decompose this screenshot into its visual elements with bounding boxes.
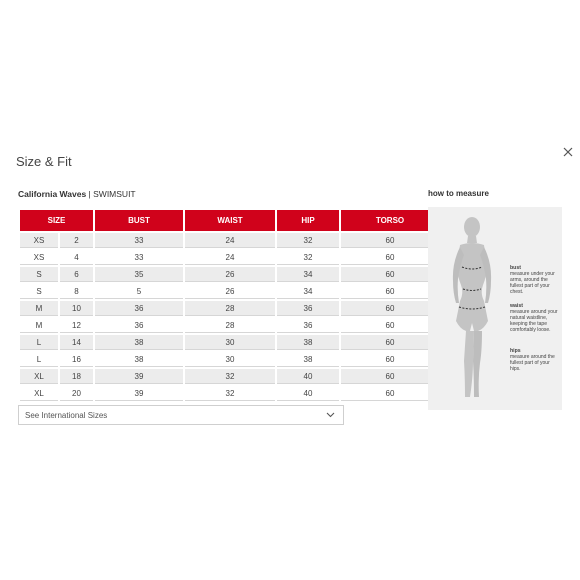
cell-bust: 35	[95, 267, 183, 282]
cell-bust: 33	[95, 250, 183, 265]
cell-size-number: 18	[60, 369, 93, 384]
cell-hip: 32	[277, 250, 339, 265]
cell-bust: 39	[95, 386, 183, 401]
table-row	[20, 301, 439, 316]
cell-torso: 60	[341, 250, 439, 265]
product-subtitle	[18, 189, 136, 199]
chevron-down-icon	[326, 411, 335, 419]
cell-size-letter: M	[20, 318, 58, 333]
cell-waist: 26	[185, 284, 275, 299]
cell-torso: 60	[341, 318, 439, 333]
header-waist: WAIST	[185, 210, 275, 231]
how-to-measure-panel	[428, 207, 562, 410]
table-row	[20, 250, 439, 265]
table-row	[20, 267, 439, 282]
cell-waist: 30	[185, 352, 275, 367]
subtitle-separator: |	[86, 189, 94, 199]
waist-title: waist	[510, 303, 523, 309]
cell-hip: 34	[277, 267, 339, 282]
cell-size-letter: XS	[20, 250, 58, 265]
header-hip: HIP	[277, 210, 339, 231]
international-sizes-label: See International Sizes	[25, 411, 108, 420]
cell-hip: 40	[277, 369, 339, 384]
cell-size-letter: S	[20, 284, 58, 299]
bust-instructions	[510, 265, 560, 295]
cell-size-number: 16	[60, 352, 93, 367]
hips-description: measure around the fullest part of your hips.	[510, 354, 555, 372]
cell-size-number: 20	[60, 386, 93, 401]
cell-bust: 36	[95, 318, 183, 333]
hips-title: hips	[510, 348, 521, 354]
cell-size-number: 12	[60, 318, 93, 333]
cell-waist: 28	[185, 301, 275, 316]
cell-waist: 30	[185, 335, 275, 350]
cell-hip: 36	[277, 301, 339, 316]
cell-hip: 38	[277, 335, 339, 350]
cell-size-number: 14	[60, 335, 93, 350]
cell-torso: 60	[341, 301, 439, 316]
cell-bust: 33	[95, 233, 183, 248]
cell-torso: 60	[341, 233, 439, 248]
hips-instructions	[510, 348, 560, 372]
cell-waist: 32	[185, 369, 275, 384]
table-row	[20, 386, 439, 401]
size-chart-table	[18, 208, 441, 403]
table-row	[20, 369, 439, 384]
cell-size-letter: M	[20, 301, 58, 316]
cell-size-letter: S	[20, 267, 58, 282]
cell-bust: 38	[95, 335, 183, 350]
cell-hip: 36	[277, 318, 339, 333]
cell-waist: 26	[185, 267, 275, 282]
table-row	[20, 233, 439, 248]
header-torso: TORSO	[341, 210, 439, 231]
header-size: SIZE	[20, 210, 93, 231]
close-icon[interactable]	[561, 145, 575, 159]
cell-torso: 60	[341, 284, 439, 299]
cell-size-letter: XL	[20, 386, 58, 401]
bust-title: bust	[510, 265, 521, 271]
bust-description: measure under your arms, around the fullest part of your chest.	[510, 271, 555, 295]
cell-size-number: 10	[60, 301, 93, 316]
cell-torso: 60	[341, 352, 439, 367]
table-header-row	[20, 210, 439, 231]
cell-hip: 38	[277, 352, 339, 367]
cell-size-number: 4	[60, 250, 93, 265]
cell-waist: 24	[185, 250, 275, 265]
cell-size-number: 6	[60, 267, 93, 282]
dialog-title: Size & Fit	[16, 154, 72, 169]
cell-waist: 28	[185, 318, 275, 333]
international-sizes-dropdown[interactable]	[18, 405, 344, 425]
cell-size-letter: XS	[20, 233, 58, 248]
cell-torso: 60	[341, 335, 439, 350]
waist-instructions	[510, 303, 560, 333]
cell-torso: 60	[341, 386, 439, 401]
cell-bust: 36	[95, 301, 183, 316]
cell-torso: 60	[341, 267, 439, 282]
cell-size-letter: L	[20, 352, 58, 367]
table-row	[20, 352, 439, 367]
cell-size-number: 2	[60, 233, 93, 248]
cell-size-letter: XL	[20, 369, 58, 384]
cell-bust: 39	[95, 369, 183, 384]
cell-waist: 24	[185, 233, 275, 248]
cell-hip: 34	[277, 284, 339, 299]
cell-size-number: 8	[60, 284, 93, 299]
cell-torso: 60	[341, 369, 439, 384]
cell-hip: 32	[277, 233, 339, 248]
cell-hip: 40	[277, 386, 339, 401]
header-bust: BUST	[95, 210, 183, 231]
cell-waist: 32	[185, 386, 275, 401]
table-row	[20, 335, 439, 350]
body-figure-icon	[438, 211, 508, 407]
brand-name: California Waves	[18, 189, 87, 199]
product-category: SWIMSUIT	[93, 189, 136, 199]
cell-bust: 38	[95, 352, 183, 367]
waist-description: measure around your natural waistline, keeping the tape comfortably loose.	[510, 309, 558, 333]
table-row	[20, 284, 439, 299]
cell-size-letter: L	[20, 335, 58, 350]
how-to-measure-heading: how to measure	[428, 189, 489, 198]
table-row	[20, 318, 439, 333]
cell-bust: 5	[95, 284, 183, 299]
